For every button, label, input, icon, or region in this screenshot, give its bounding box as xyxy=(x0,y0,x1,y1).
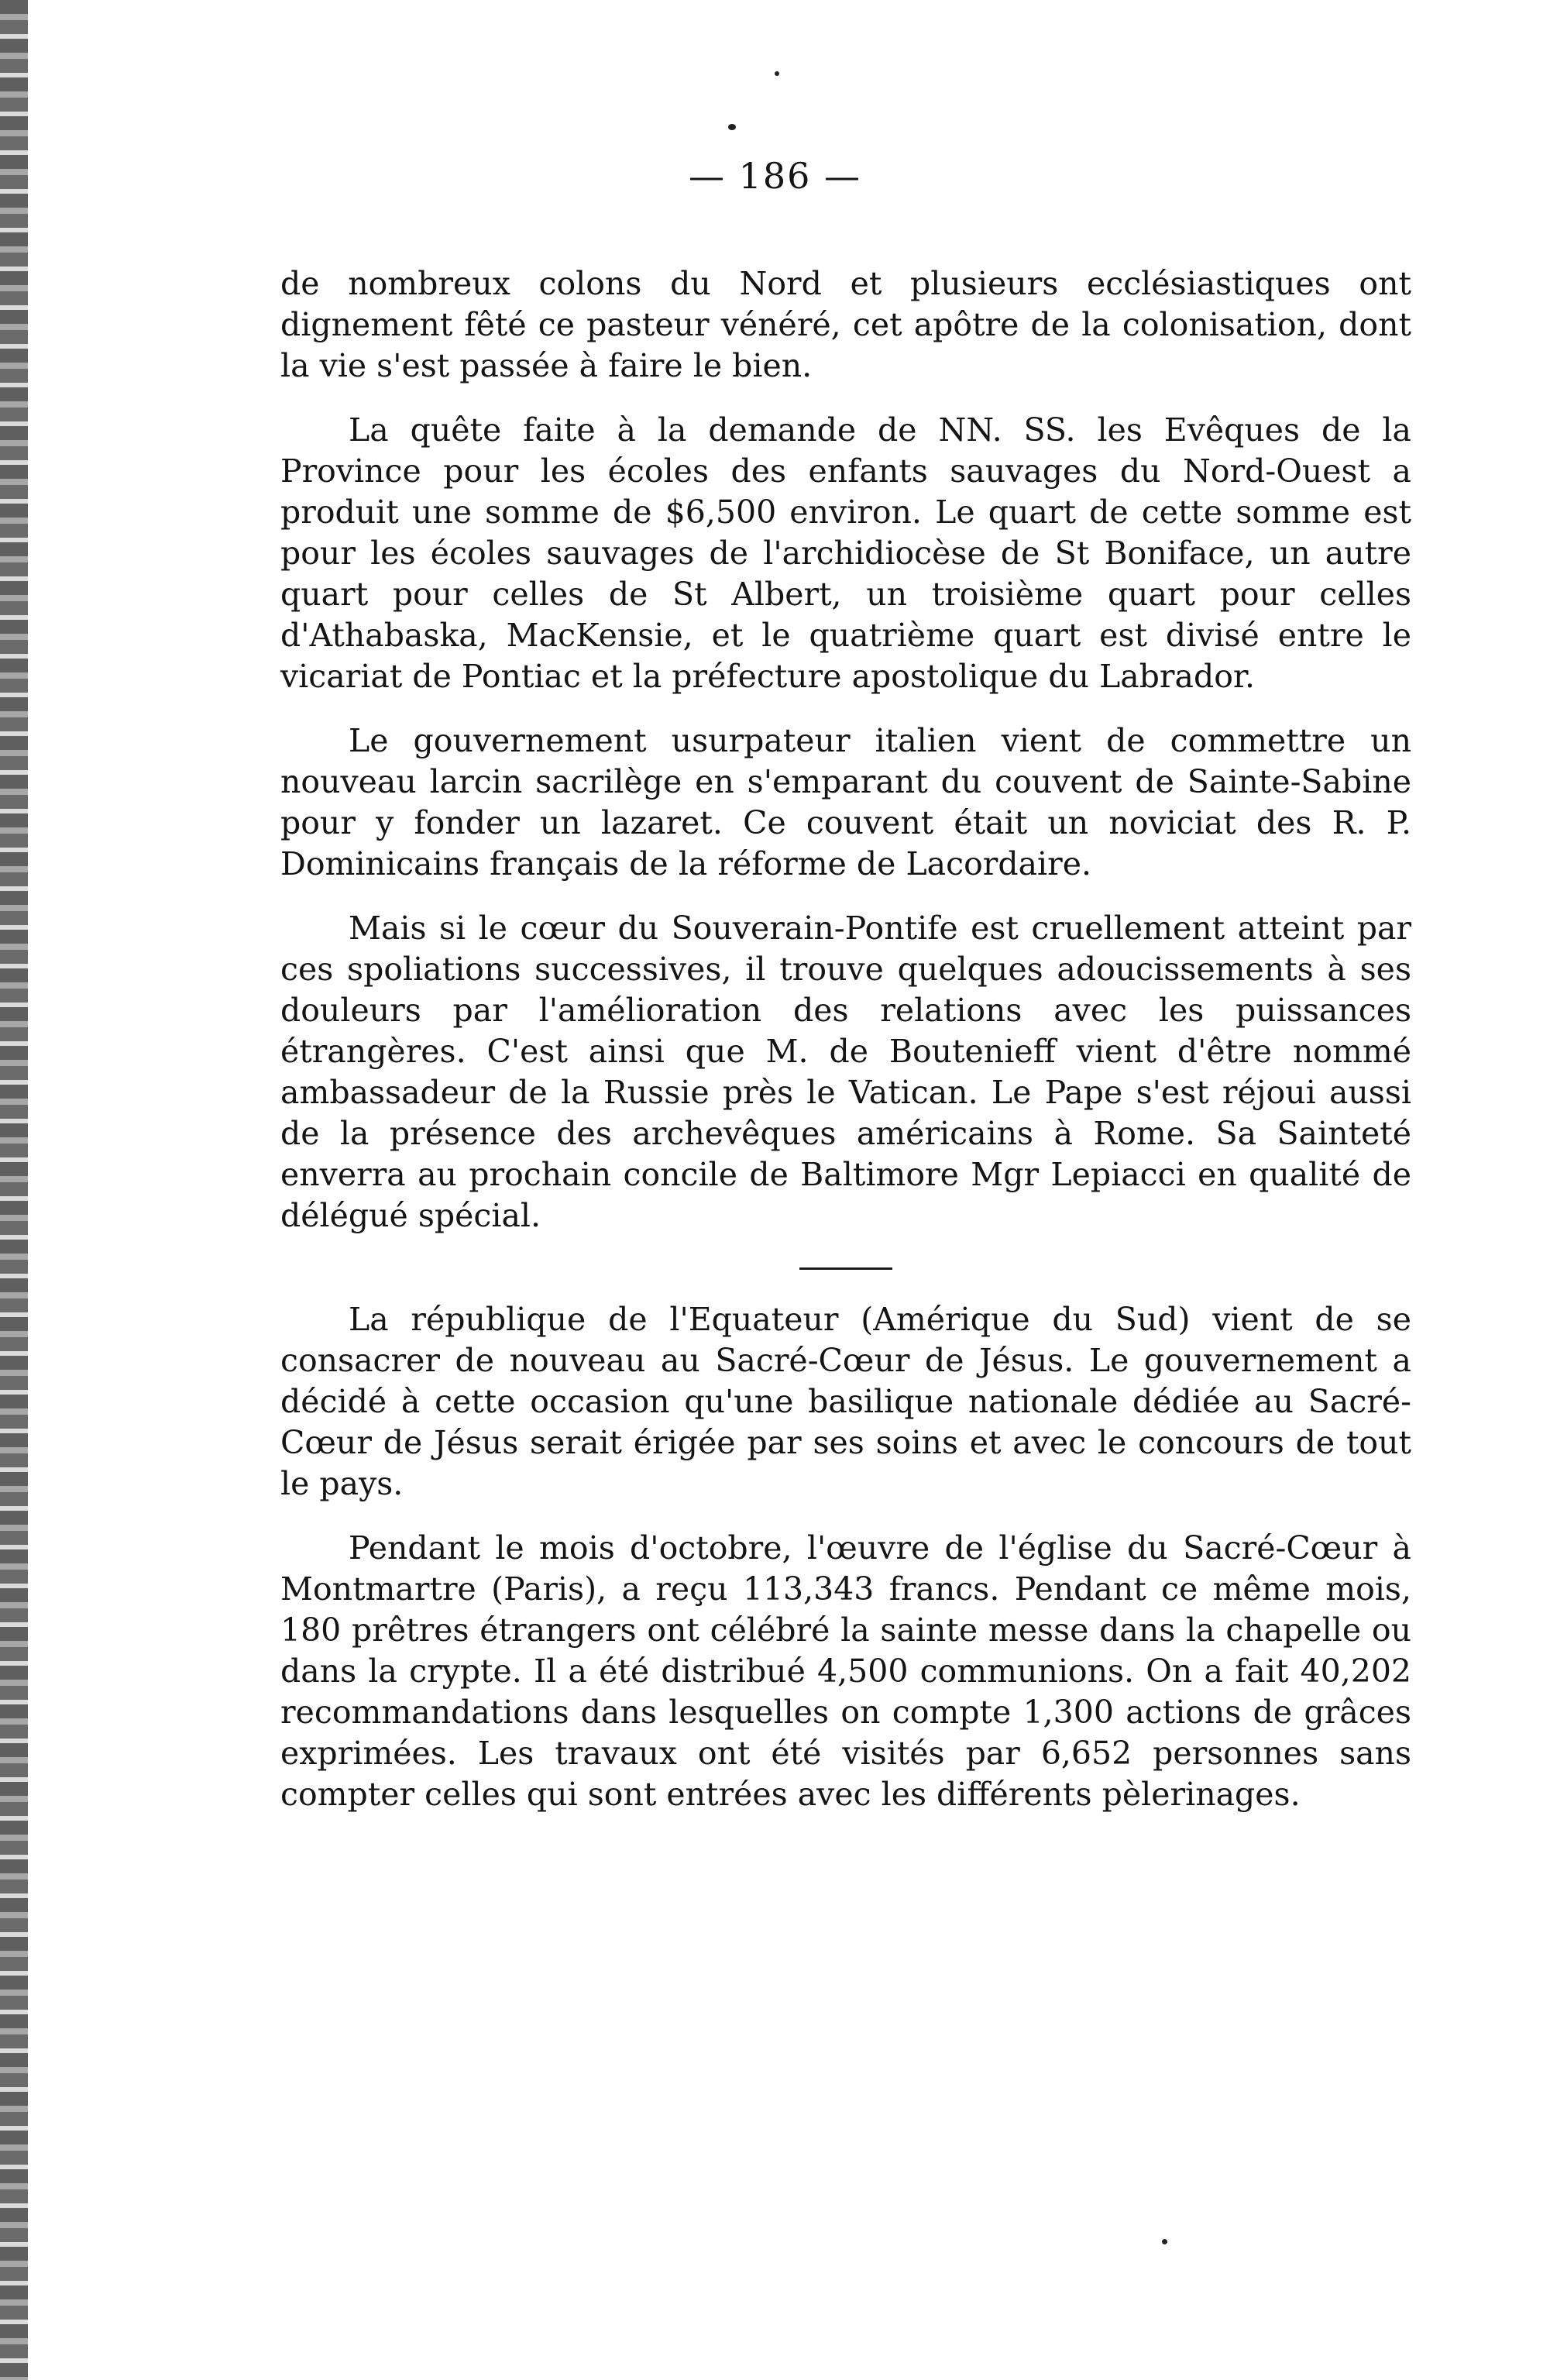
paragraph-equateur: La république de l'Equateur (Amérique du Sud) vient de se consacrer de nouveau au Sacré-Cœur de Jésus. Le gouvernement a décidé à cette occasion qu'une basilique nationale dédiée au Sacré-Cœur de Jésus serait érigée par ses soins et avec le concours de tout le pays. xyxy=(280,1301,1411,1502)
paragraph-quete: La quête faite à la demande de NN. SS. les Evêques de la Province pour les écoles des enfants sauvages du Nord-Ouest a produit une somme de $6,500 environ. Le quart de cette somme est pour les écoles sauvages de l'archidiocèse de St Boniface, un autre quart pour celles de St Albert, un troisième quart pour celles d'Athabaska, MacKensie, et le quatrième quart est divisé entre le vicariat de Pontiac et la préfecture apostolique du Labrador. xyxy=(280,411,1411,695)
paragraph-gouvernement: Le gouvernement usurpateur italien vient de commettre un nouveau larcin sacrilège en s'emparant du couvent de Sainte-Sabine pour y fonder un lazaret. Ce couvent était un noviciat des R. P. Dominicains français de la réforme de Lacordaire. xyxy=(280,722,1411,882)
page-number: — 186 — xyxy=(688,155,862,197)
ink-speck xyxy=(775,71,779,76)
paragraph-montmartre: Pendant le mois d'octobre, l'œuvre de l'église du Sacré-Cœur à Montmartre (Paris), a reçu 113,343 francs. Pendant ce même mois, 180 prêtres étrangers ont célébré la sainte messe dans la chapelle ou dans la crypte. Il a été distribué 4,500 communions. On a fait 40,202 recommandations dans lesquelles on compte 1,300 actions de grâces exprimées. Les travaux ont été visités par 6,652 personnes sans compter celles qui sont entrées avec les différents pèlerinages. xyxy=(280,1529,1411,1813)
paragraph-colonisation: de nombreux colons du Nord et plusieurs ecclésiastiques ont dignement fêté ce pasteur vénéré, cet apôtre de la colonisation, dont la vie s'est passée à faire le bien. xyxy=(280,265,1411,384)
section-separator xyxy=(799,1267,892,1270)
article-body xyxy=(280,263,1411,1815)
ink-speck xyxy=(1162,2239,1167,2244)
binding-gutter xyxy=(0,0,28,2380)
paragraph-souverain-pontife: Mais si le cœur du Souverain-Pontife est cruellement atteint par ces spoliations successives, il trouve quelques adoucissements à ses douleurs par l'amélioration des relations avec les puissances étrangères. C'est ainsi que M. de Boutenieff vient d'être nommé ambassadeur de la Russie près le Vatican. Le Pape s'est réjoui aussi de la présence des archevêques américains à Rome. Sa Sainteté enverra au prochain concile de Baltimore Mgr Lepiacci en qualité de délégué spécial. xyxy=(280,910,1411,1234)
ink-speck xyxy=(728,124,736,130)
